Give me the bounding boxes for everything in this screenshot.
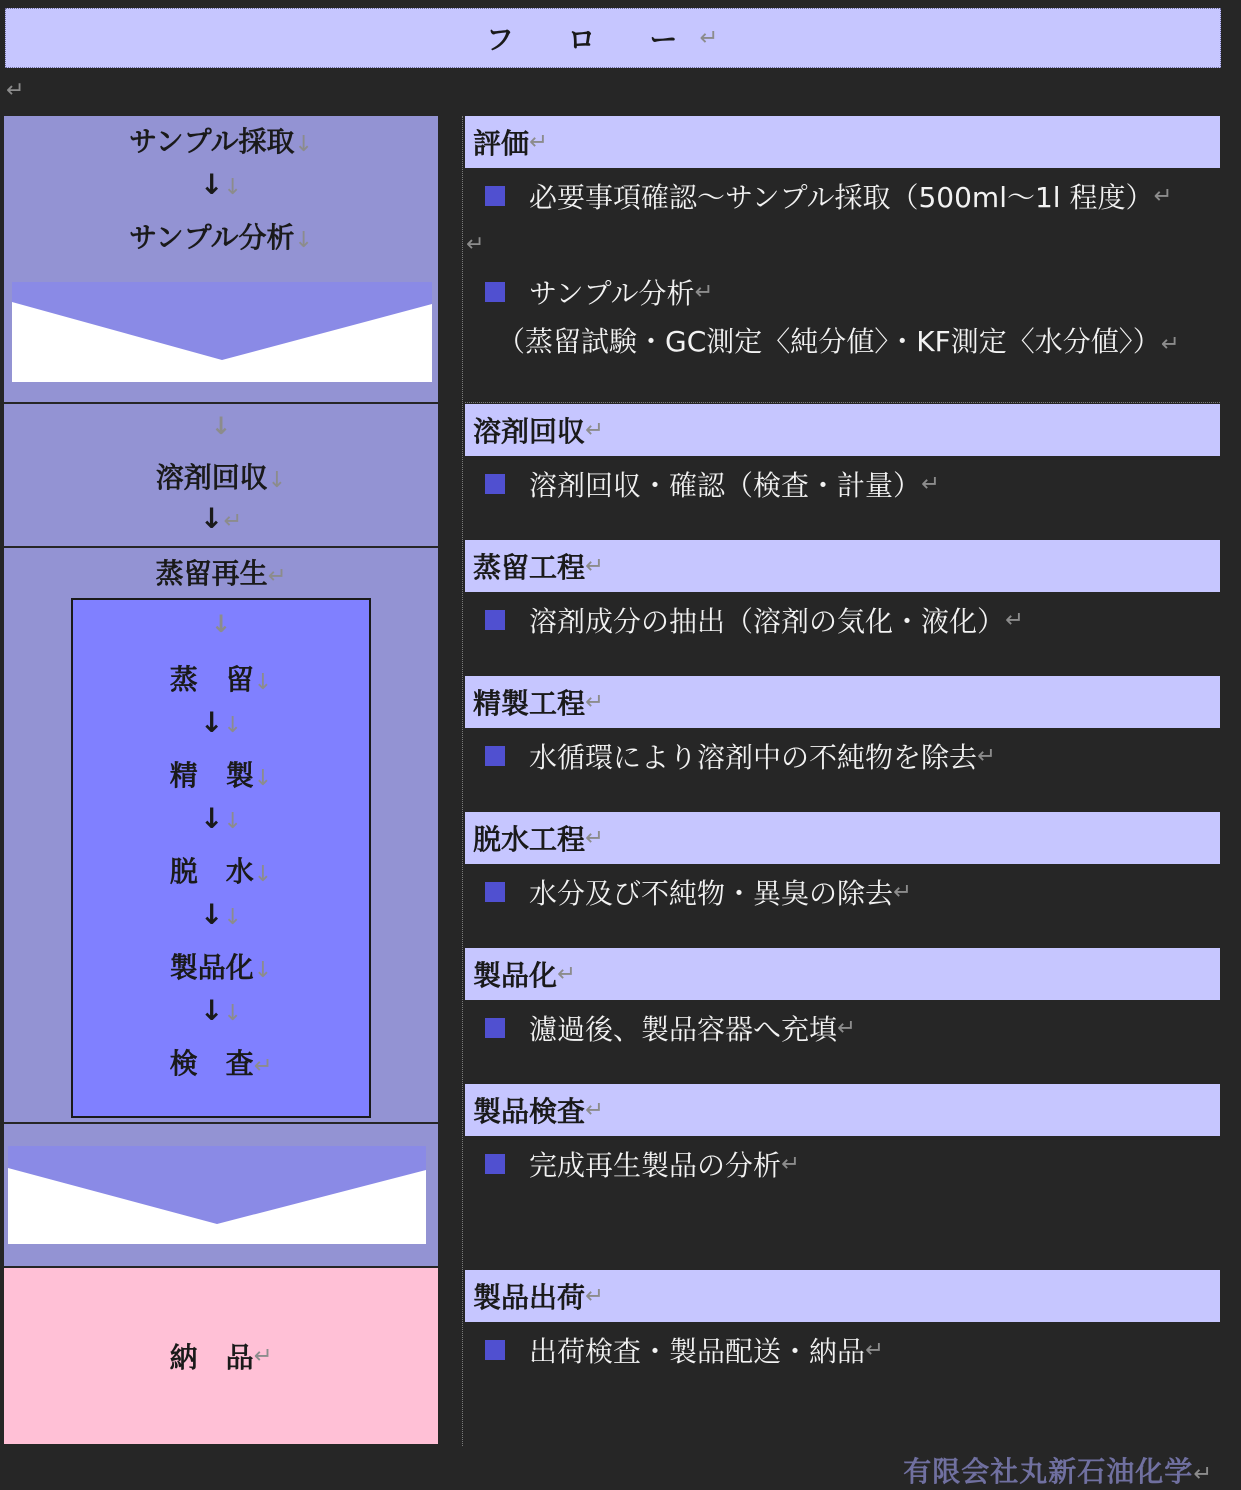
return-mark-icon: ↵: [466, 232, 485, 257]
analysis-note: （蒸留試験・GC測定〈純分値〉・KF測定〈水分値〉）↵: [497, 325, 1180, 358]
bullet-square-icon: [485, 1340, 505, 1360]
list-item: 溶剤成分の抽出（溶剤の気化・液化） ↵: [485, 600, 1024, 640]
section-heading-shipping: 製品出荷 ↵: [465, 1270, 1220, 1322]
left-block-recovery: [4, 404, 438, 546]
list-item: 溶剤回収・確認（検査・計量） ↵: [485, 464, 940, 504]
bullet-square-icon: [485, 1154, 505, 1174]
left-step-sample-collect: サンプル採取↓: [129, 125, 313, 158]
page-title: [5, 8, 1221, 68]
bullet-square-icon: [485, 282, 505, 302]
company-name: 有限会社丸新石油化学↵: [903, 1455, 1213, 1488]
down-arrow-icon: ↓↓: [200, 898, 242, 931]
section-heading-distillation: 蒸留工程 ↵: [465, 540, 1220, 592]
list-item: 水循環により溶剤中の不純物を除去 ↵: [485, 736, 996, 776]
left-step-delivery: 納 品 ↵: [4, 1268, 438, 1444]
column-divider: [462, 116, 463, 1446]
chevron-down-icon: [8, 1146, 426, 1244]
chevron-shape: [12, 282, 432, 382]
list-item: サンプル分析 ↵: [485, 272, 713, 312]
list-item: 完成再生製品の分析 ↵: [485, 1144, 800, 1184]
process-steps-box: [71, 598, 371, 1118]
down-arrow-icon: ↓↓: [200, 994, 242, 1027]
step-refining: 精 製↓: [169, 759, 273, 792]
down-arrow-icon: ↓: [210, 412, 232, 440]
bullet-square-icon: [485, 1018, 505, 1038]
step-inspection: 検 査↵: [169, 1047, 273, 1080]
step-productization: 製品化↓: [169, 951, 273, 984]
down-arrow-icon: ↓: [210, 610, 232, 638]
section-heading-inspection: 製品検査 ↵: [465, 1084, 1220, 1136]
section-heading-recovery: 溶剤回収 ↵: [465, 404, 1220, 456]
title-text: フ ロ ー: [485, 23, 700, 56]
down-arrow-icon: ↓↓: [200, 802, 242, 835]
step-dehydration: 脱 水↓: [169, 855, 273, 888]
left-step-solvent-recovery: 溶剤回収↓: [155, 461, 287, 494]
chevron-down-icon: [12, 282, 432, 382]
left-block-evaluation: [4, 116, 438, 402]
left-step-sample-analysis: サンプル分析↓: [129, 221, 313, 254]
list-item: 水分及び不純物・異臭の除去 ↵: [485, 872, 912, 912]
bullet-square-icon: [485, 746, 505, 766]
bullet-square-icon: [485, 474, 505, 494]
bullet-square-icon: [485, 186, 505, 206]
section-heading-dehydration: 脱水工程 ↵: [465, 812, 1220, 864]
down-arrow-icon: ↓↓: [200, 168, 242, 201]
left-step-distill-regen: 蒸留再生↵: [155, 557, 287, 590]
down-arrow-icon: ↓↓: [200, 706, 242, 739]
step-distillation: 蒸 留↓: [169, 663, 273, 696]
down-arrow-icon: ↓↵: [199, 502, 243, 535]
divider: [465, 402, 1220, 403]
left-block-chevron: [4, 1124, 438, 1266]
return-mark-icon: ↵: [699, 25, 741, 51]
bullet-square-icon: [485, 882, 505, 902]
chevron-shape: [8, 1146, 426, 1244]
list-item: 出荷検査・製品配送・納品 ↵: [485, 1330, 884, 1370]
return-mark-icon: ↵: [6, 78, 25, 103]
section-heading-refining: 精製工程 ↵: [465, 676, 1220, 728]
section-heading-evaluation: 評価 ↵: [465, 116, 1220, 168]
list-item: 必要事項確認～サンプル採取（500ml～1l 程度） ↵: [485, 176, 1172, 216]
bullet-square-icon: [485, 610, 505, 630]
section-heading-productization: 製品化 ↵: [465, 948, 1220, 1000]
list-item: 濾過後、製品容器へ充填 ↵: [485, 1008, 856, 1048]
